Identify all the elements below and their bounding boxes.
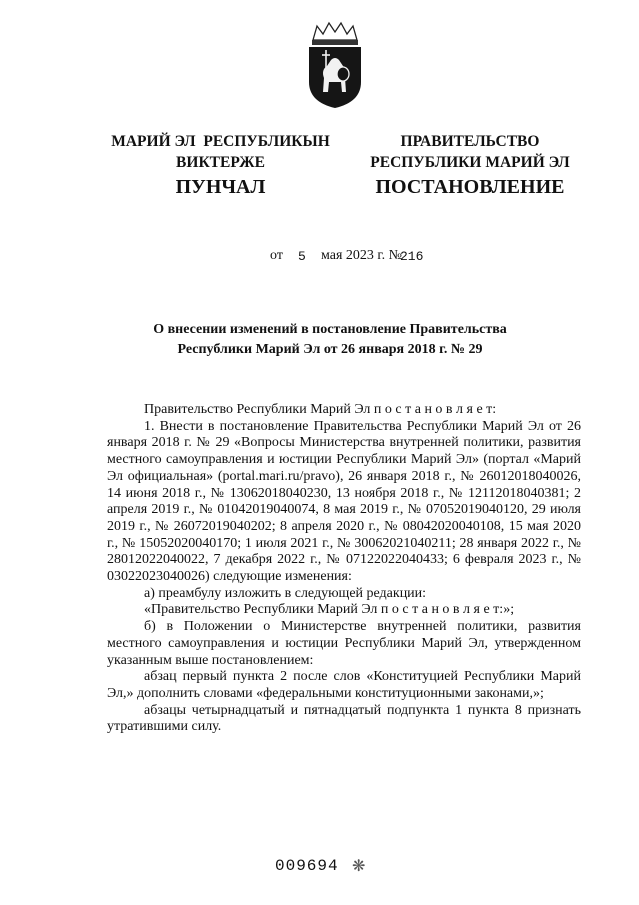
header-left-line2: ВИКТЕРЖЕ bbox=[176, 154, 265, 171]
title-line1: О внесении изменений в постановление Правительства bbox=[153, 322, 507, 337]
body-paragraph-item1: 1. Внести в постановление Правительства Республики Марий Эл от 26 января 2018 г. № 29 «Вопросы Министерства внутренней политики, развития местного самоуправления и юстиции Республики Марий Эл» (портал «Марий Эл официальная» (portal.mari.ru/pravo), 26 января 2018 г., № 26012018040026, 14 июня 2018 г., № 13062018040230, 13 ноября 2018 г., № 12112018040381; 2 апреля 2019 г., № 01042019040074, 8 мая 2019 г., № 07052019040120, 29 июля 2019 г., № 26072019040202; 8 апреля 2020 г., № 08042020040108, 15 мая 2020 г., № 15052020040170; 1 июля 2021 г., № 30062021040211; 28 января 2022 г., № 28012022040022, 7 декабря 2022 г., № 07122022040433; 6 февраля 2023 г., № 03022023040026) следующие изменения: bbox=[107, 418, 581, 585]
date-month-year: мая 2023 г. № bbox=[321, 248, 402, 263]
serial-number: 009694 bbox=[275, 857, 339, 875]
date-day: 5 bbox=[298, 249, 306, 264]
body-paragraph-clause2: абзац первый пункта 2 после слов «Конституцией Республики Марий Эл,» дополнить словами «федеральными конституционными законами,»; bbox=[107, 669, 581, 701]
body-paragraph-clause8: абзацы четырнадцатый и пятнадцатый подпункта 1 пункта 8 признать утратившими силу. bbox=[107, 702, 581, 735]
title-line2: Республики Марий Эл от 26 января 2018 г. № 29 bbox=[177, 342, 483, 357]
header-right-line1: ПРАВИТЕЛЬСТВО bbox=[400, 133, 540, 150]
header-mari-left bbox=[88, 131, 353, 173]
coat-of-arms-icon bbox=[299, 20, 371, 110]
document-title bbox=[80, 320, 580, 360]
body-paragraph-preamble: Правительство Республики Марий Эл п о с т а н о в л я е т: bbox=[144, 402, 497, 417]
document-body bbox=[107, 402, 581, 736]
header-left-line1: МАРИЙ ЭЛ РЕСПУБЛИКЫН bbox=[111, 133, 330, 150]
body-paragraph-a: а) преамбулу изложить в следующей редакции: bbox=[144, 585, 427, 601]
body-paragraph-a-text: «Правительство Республики Марий Эл п о с т а н о в л я е т:»; bbox=[144, 602, 515, 618]
document-number: 216 bbox=[400, 249, 424, 264]
header-left-doctype: ПУНЧАЛ bbox=[175, 176, 266, 198]
date-prefix: от bbox=[270, 248, 283, 263]
header-right-line2: РЕСПУБЛИКИ МАРИЙ ЭЛ bbox=[370, 154, 570, 171]
asterisk-mark-icon: ❋ bbox=[352, 858, 366, 875]
body-paragraph-b: б) в Положении о Министерстве внутренней политики, развития местного самоуправления и юстиции Республики Марий Эл, утвержденном указанным выше постановлением: bbox=[107, 619, 581, 668]
header-right-doctype: ПОСТАНОВЛЕНИЕ bbox=[375, 176, 565, 198]
header-russian-right bbox=[350, 131, 590, 173]
